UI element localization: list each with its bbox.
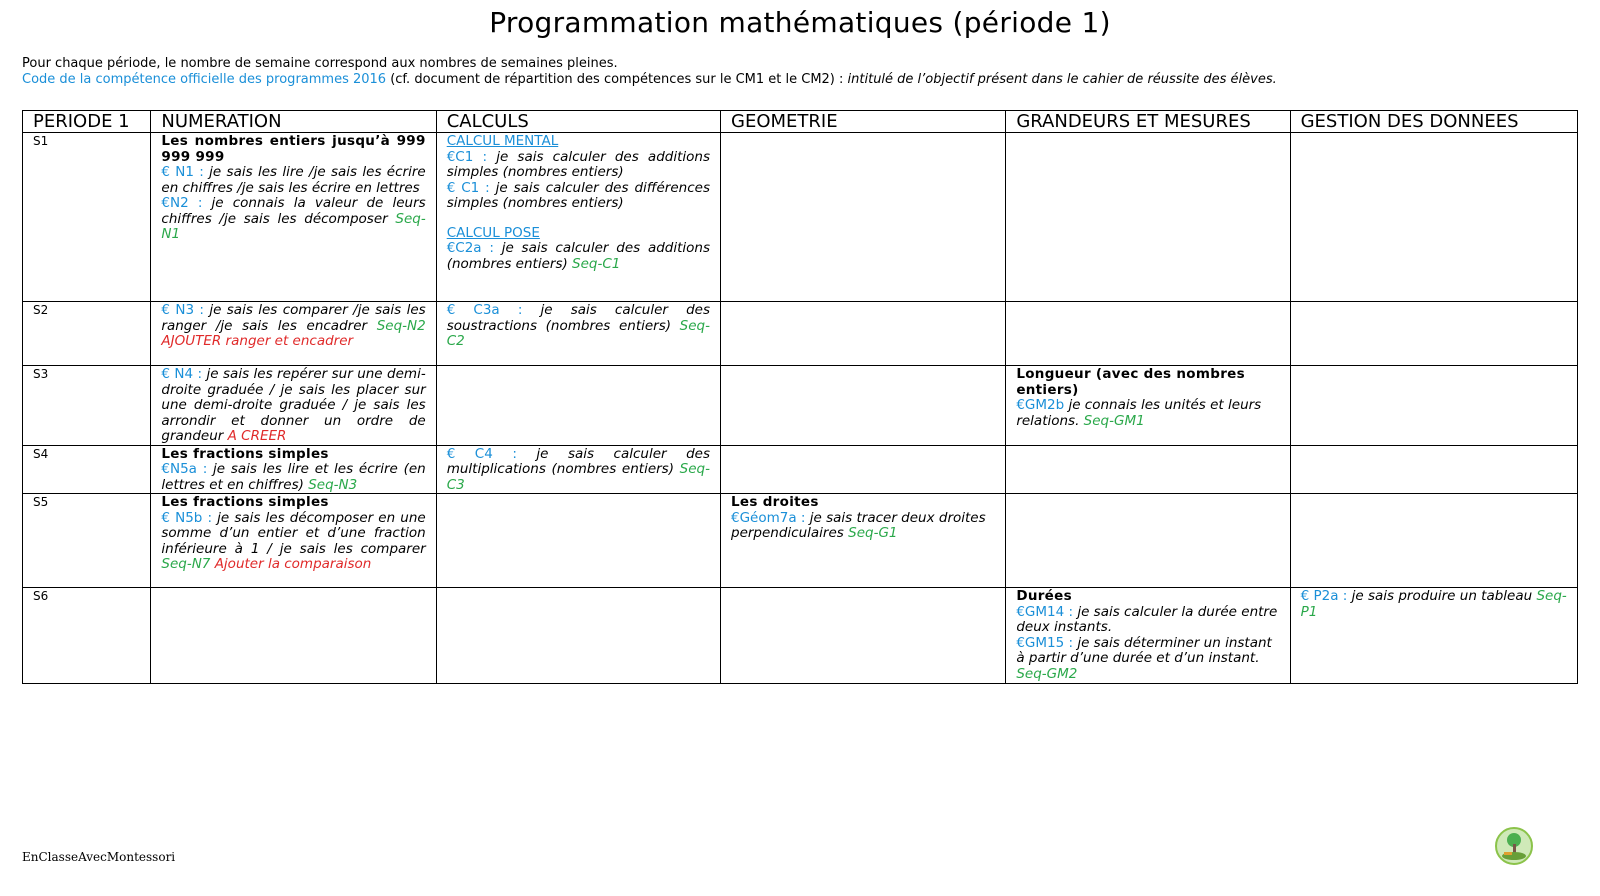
cell-grandeurs-s1 <box>1006 133 1290 302</box>
competence-code: €GM14 : <box>1016 603 1074 620</box>
cell-calculs-s1 <box>436 133 720 302</box>
cell-calculs-s4 <box>436 445 720 494</box>
competence-code: €Géom7a : <box>731 509 806 526</box>
competence-text: je sais les repérer sur une demi-droite graduée / je sais les placer sur une demi-droite graduée / je sais les arrondir et donner un ordre de grandeur <box>161 366 426 444</box>
competence-code: €C1 : <box>446 148 488 165</box>
competence-text: je sais les lire /je sais les écrire en chiffres /je sais les écrire en lettres <box>161 164 426 196</box>
competence-code: € C1 : <box>446 179 490 196</box>
sequence-ref: Seq-GM2 <box>1016 665 1078 682</box>
cell-gestion-s6 <box>1290 588 1577 684</box>
cell-grandeurs-s5 <box>1006 494 1290 588</box>
cell-geometrie-s2 <box>721 302 1006 366</box>
cell-grandeurs-s2 <box>1006 302 1290 366</box>
header-grandeurs: GRANDEURS ET MESURES <box>1006 111 1290 133</box>
cell-numeration-s3 <box>151 366 436 446</box>
cell-gestion-s3 <box>1290 366 1577 446</box>
competence-text: je sais calculer des multiplications (nombres entiers) <box>446 445 710 477</box>
competence-text: je sais les décomposer en une somme d’un entier et d’une fraction inférieure à 1 / je sais les comparer <box>161 509 426 557</box>
table-row-s4 <box>23 445 1578 494</box>
table-row-s5 <box>23 494 1578 588</box>
competence-code: € N4 : <box>161 366 203 382</box>
competence-text: je sais produire un tableau <box>1347 588 1537 604</box>
week-label: S1 <box>23 133 151 302</box>
competence-text: je sais calculer des additions (nombres entiers) <box>446 240 710 272</box>
sequence-ref: Seq-G1 <box>848 525 898 541</box>
competence-code: € C4 : <box>446 445 517 462</box>
sequence-ref: Seq-N2 <box>376 317 426 334</box>
calcul-mental-heading: CALCUL MENTAL <box>446 133 559 149</box>
grandeurs-heading: Durées <box>1016 588 1072 604</box>
intro-line-1: Pour chaque période, le nombre de semaine correspond aux nombres de semaines pleines. <box>22 56 618 71</box>
footer-brand: EnClasseAvecMontessori <box>22 850 176 864</box>
numeration-heading: Les fractions simples <box>161 494 329 510</box>
header-numeration: NUMERATION <box>151 111 436 133</box>
sequence-ref: Seq-N7 <box>161 556 211 572</box>
sequence-ref: Seq-C1 <box>572 255 621 272</box>
todo-note: A CREER <box>227 428 287 444</box>
intro-middle: (cf. document de répartition des compétences sur le CM1 et le CM2) : <box>386 72 848 87</box>
sequence-ref: Seq-C3 <box>446 461 710 493</box>
competence-code: €N5a : <box>161 461 208 477</box>
intro-objective: intitulé de l’objectif présent dans le cahier de réussite des élèves. <box>847 72 1277 87</box>
sequence-ref: Seq-C2 <box>446 317 710 349</box>
cell-calculs-s2 <box>436 302 720 366</box>
table-header-row <box>23 111 1578 133</box>
page-title: Programmation mathématiques (période 1) <box>489 6 1111 39</box>
montessori-logo-icon <box>1494 826 1534 866</box>
table-row-s6 <box>23 588 1578 684</box>
cell-grandeurs-s4 <box>1006 445 1290 494</box>
intro-text <box>22 56 1277 88</box>
competence-text: je sais calculer la durée entre deux instants. <box>1016 603 1278 635</box>
header-periode: PERIODE 1 <box>23 111 151 133</box>
cell-geometrie-s3 <box>721 366 1006 446</box>
cell-numeration-s2 <box>151 302 436 366</box>
sequence-ref: Seq-P1 <box>1300 588 1567 620</box>
competence-text: je sais calculer des différences simples (nombres entiers) <box>446 179 710 211</box>
competence-text: je sais calculer des additions simples (nombres entiers) <box>446 148 710 180</box>
grandeurs-heading: Longueur (avec des nombres entiers) <box>1016 366 1245 398</box>
competence-code: €GM15 : <box>1016 634 1074 651</box>
header-calculs: CALCULS <box>436 111 720 133</box>
header-geometrie: GEOMETRIE <box>721 111 1006 133</box>
numeration-heading: Les nombres entiers jusqu’à 999 999 999 <box>161 133 426 165</box>
table-row-s1 <box>23 133 1578 302</box>
cell-numeration-s6 <box>151 588 436 684</box>
competence-code: €N2 : <box>161 195 203 211</box>
week-label: S2 <box>23 302 151 366</box>
competence-code: € P2a : <box>1300 588 1348 604</box>
cell-geometrie-s5 <box>721 494 1006 588</box>
table-row-s3 <box>23 366 1578 446</box>
week-label: S6 <box>23 588 151 684</box>
cell-gestion-s4 <box>1290 445 1577 494</box>
competence-code: € N1 : <box>161 164 204 180</box>
competence-text: je sais les lire et les écrire (en lettres et en chiffres) <box>161 461 426 493</box>
intro-code-label: Code de la compétence officielle des programmes 2016 <box>22 72 387 87</box>
cell-geometrie-s4 <box>721 445 1006 494</box>
sequence-ref: Seq-N3 <box>308 476 358 493</box>
competence-code: € N5b : <box>161 509 213 526</box>
cell-numeration-s4 <box>151 445 436 494</box>
numeration-heading: Les fractions simples <box>161 445 329 462</box>
competence-code: € C3a : <box>446 302 523 318</box>
cell-numeration-s5 <box>151 494 436 588</box>
cell-numeration-s1 <box>151 133 436 302</box>
week-label: S5 <box>23 494 151 588</box>
intro-line-2 <box>22 72 1277 88</box>
cell-grandeurs-s3 <box>1006 366 1290 446</box>
competence-text: je connais la valeur de leurs chiffres /je sais les décomposer <box>161 195 426 227</box>
cell-calculs-s5 <box>436 494 720 588</box>
cell-gestion-s2 <box>1290 302 1577 366</box>
competence-text: je connais les unités et leurs relations. <box>1016 397 1262 429</box>
cell-calculs-s3 <box>436 366 720 446</box>
competence-code: €GM2b <box>1016 397 1065 413</box>
competence-text: je sais déterminer un instant à partir d’une durée et d’un instant. <box>1016 634 1272 666</box>
geometrie-heading: Les droites <box>731 494 819 510</box>
competence-code: € N3 : <box>161 302 204 318</box>
sequence-ref: Seq-N1 <box>161 210 426 242</box>
competence-text: je sais calculer des soustractions (nombres entiers) <box>446 302 710 334</box>
cell-calculs-s6 <box>436 588 720 684</box>
cell-gestion-s5 <box>1290 494 1577 588</box>
week-label: S4 <box>23 445 151 494</box>
competence-text: je sais les comparer /je sais les ranger /je sais les encadrer <box>161 302 426 334</box>
competence-text: je sais tracer deux droites perpendiculaires <box>731 509 986 541</box>
week-label: S3 <box>23 366 151 446</box>
cell-geometrie-s6 <box>721 588 1006 684</box>
cell-geometrie-s1 <box>721 133 1006 302</box>
cell-grandeurs-s6 <box>1006 588 1290 684</box>
programmation-table <box>22 110 1578 684</box>
calcul-pose-heading: CALCUL POSE <box>446 224 540 241</box>
cell-gestion-s1 <box>1290 133 1577 302</box>
competence-code: €C2a : <box>446 240 494 256</box>
sequence-ref: Seq-GM1 <box>1083 412 1145 429</box>
table-row-s2 <box>23 302 1578 366</box>
header-gestion: GESTION DES DONNEES <box>1290 111 1577 133</box>
todo-note: AJOUTER ranger et encadrer <box>161 333 354 349</box>
todo-note: Ajouter la comparaison <box>210 556 372 572</box>
